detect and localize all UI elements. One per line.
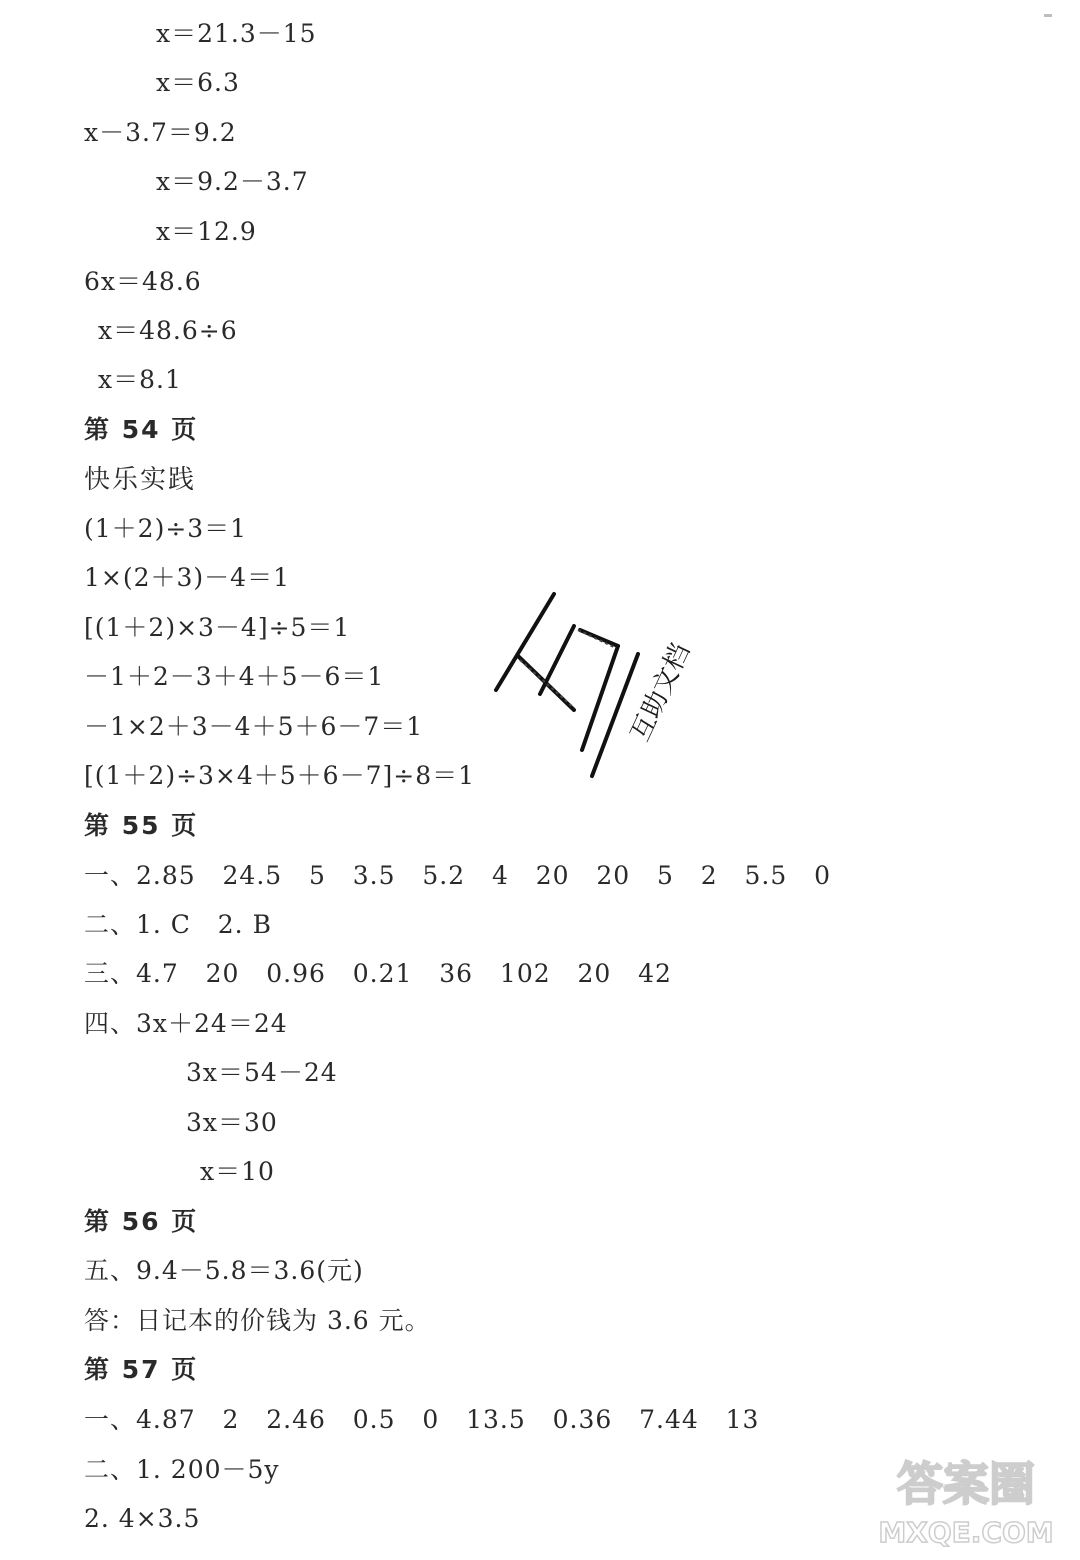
equation-line: －1＋2－3＋4＋5－6＝1	[84, 662, 385, 691]
page-heading-56: 第 56 页	[84, 1207, 199, 1236]
equation-line: 1×(2＋3)－4＝1	[84, 563, 290, 592]
equation-line: x＝12.9	[156, 217, 257, 246]
equation-line: x＝10	[200, 1157, 275, 1186]
answer-line: 答：日记本的价钱为 3.6 元。	[84, 1306, 431, 1335]
scan-speck	[1044, 14, 1052, 17]
page-heading-57: 第 57 页	[84, 1355, 199, 1384]
answer-line: 四、3x＋24＝24	[84, 1009, 288, 1038]
equation-line: x＝9.2－3.7	[156, 167, 309, 196]
page-heading-54: 第 54 页	[84, 415, 199, 444]
equation-line: 3x＝30	[186, 1108, 278, 1137]
equation-line: x＝48.6÷6	[98, 316, 238, 345]
answer-line: 一、4.87 2 2.46 0.5 0 13.5 0.36 7.44 13	[84, 1405, 760, 1434]
section-title: 快乐实践	[84, 465, 197, 495]
equation-line: 3x＝54－24	[186, 1058, 338, 1087]
answer-line: 五、9.4－5.8＝3.6(元)	[84, 1256, 364, 1285]
answer-line: 二、1. C 2. B	[84, 910, 272, 939]
watermark-logo-icon	[488, 586, 708, 796]
equation-line: 6x＝48.6	[84, 267, 202, 296]
watermark-text: 互助文档	[625, 639, 697, 747]
equation-line: (1＋2)÷3＝1	[84, 514, 248, 543]
page-heading-55: 第 55 页	[84, 811, 199, 840]
corner-watermark-icon	[866, 1442, 1066, 1552]
answer-line: 一、2.85 24.5 5 3.5 5.2 4 20 20 5 2 5.5 0	[84, 861, 831, 890]
equation-line: －1×2＋3－4＋5＋6－7＝1	[84, 712, 424, 741]
answer-line: 二、1. 200－5y	[84, 1455, 280, 1484]
equation-line: x＝21.3－15	[156, 19, 317, 48]
equation-line: [(1＋2)×3－4]÷5＝1	[84, 613, 351, 642]
equation-line: [(1＋2)÷3×4＋5＋6－7]÷8＝1	[84, 761, 476, 790]
corner-watermark-text: 答案圈	[897, 1457, 1035, 1511]
equation-line: x－3.7＝9.2	[84, 118, 237, 147]
answer-line: 三、4.7 20 0.96 0.21 36 102 20 42	[84, 959, 672, 988]
corner-watermark-url: MXQE.COM	[878, 1516, 1054, 1549]
equation-line: x＝6.3	[156, 68, 240, 97]
answer-line: 2. 4×3.5	[84, 1504, 201, 1533]
equation-line: x＝8.1	[98, 365, 182, 394]
